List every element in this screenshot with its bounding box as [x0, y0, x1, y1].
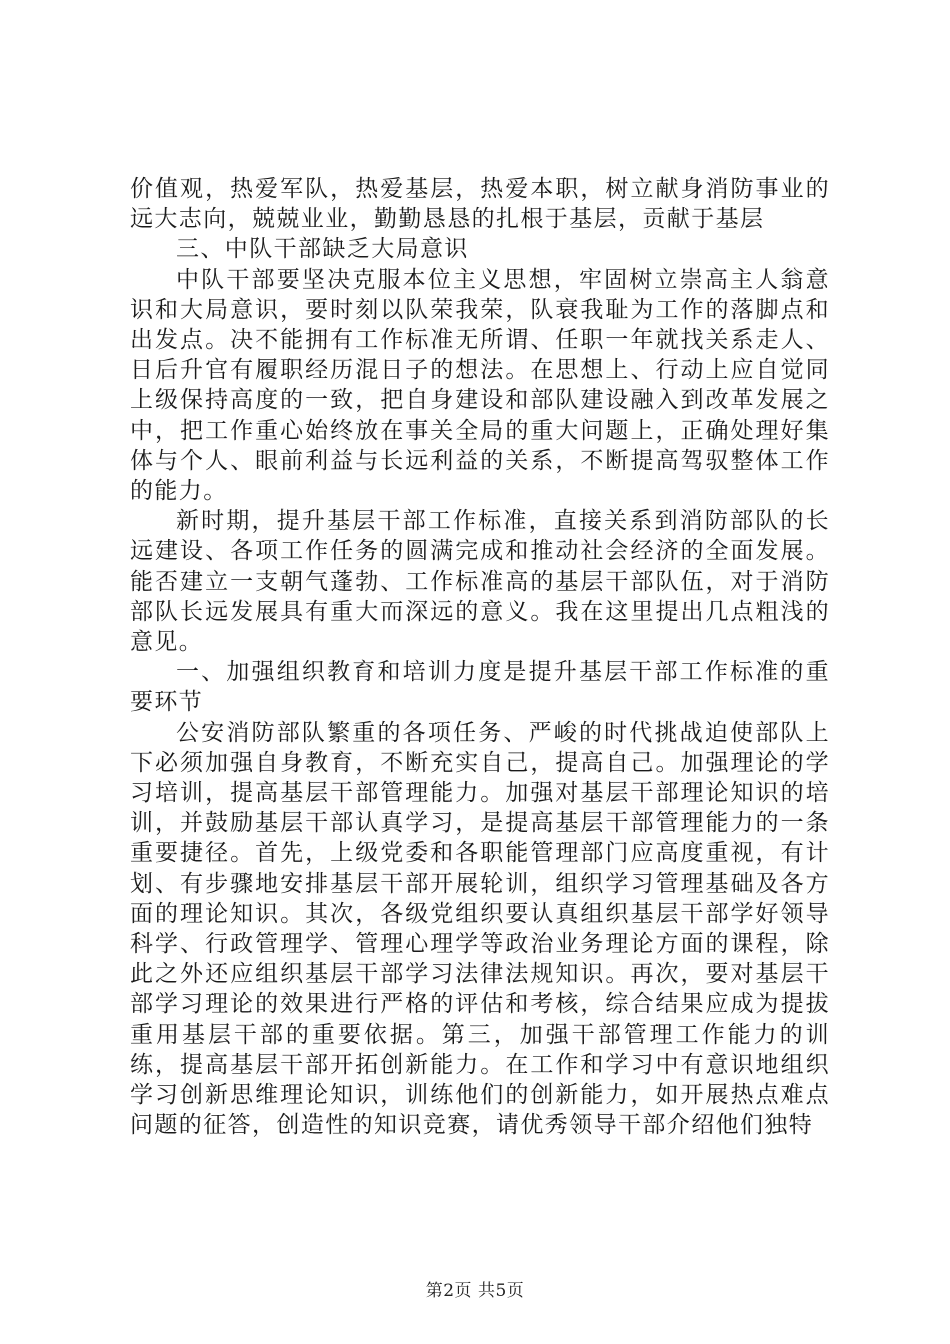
document-body: [130, 174, 830, 1141]
page-footer: 第2页 共5页: [425, 1281, 525, 1301]
section-heading-3: 三、中队干部缺乏大局意识: [176, 236, 469, 263]
paragraph-2: 中队干部要坚决克服本位主义思想，牢固树立崇高主人翁意识和大局意识，要时刻以队荣我荣，队衰我耻为工作的落脚点和出发点。决不能拥有工作标准无所谓、任职一年就找关系走人、日后升官有履职经历混日子的想法。在思想上、行动上应自觉同上级保持高度的一致，把自身建设和部队建设融入到改革发展之中，把工作重心始终放在事关全局的重大问题上，正确处理好集体与个人、眼前利益与长远利益的关系，不断提高驾驭整体工作的能力。: [130, 266, 830, 505]
paragraph-1: 价值观，热爱军队，热爱基层，热爱本职，树立献身消防事业的远大志向，兢兢业业，勤勤恳恳的扎根于基层，贡献于基层: [130, 176, 830, 233]
section-heading-1: 一、加强组织教育和培训力度是提升基层干部工作标准的重要环节: [130, 659, 830, 716]
paragraph-4: 公安消防部队繁重的各项任务、严峻的时代挑战迫使部队上下必须加强自身教育，不断充实自己，提高自己。加强理论的学习培训，提高基层干部管理能力。加强对基层干部理论知识的培训，并鼓励基层干部认真学习，是提高基层干部管理能力的一条重要捷径。首先，上级党委和各职能管理部门应高度重视，有计划、有步骤地安排基层干部开展轮训，组织学习管理基础及各方面的理论知识。其次，各级党组织要认真组织基层干部学好领导科学、行政管理学、管理心理学等政治业务理论方面的课程，除此之外还应组织基层干部学习法律法规知识。再次，要对基层干部学习理论的效果进行严格的评估和考核，综合结果应成为提拔重用基层干部的重要依据。第三，加强干部管理工作能力的训练，提高基层干部开拓创新能力。在工作和学习中有意识地组织学习创新思维理论知识，训练他们的创新能力，如开展热点难点问题的征答，创造性的知识竞赛，请优秀领导干部介绍他们独特: [130, 719, 830, 1139]
paragraph-3: 新时期，提升基层干部工作标准，直接关系到消防部队的长远建设、各项工作任务的圆满完成和推动社会经济的全面发展。能否建立一支朝气蓬勃、工作标准高的基层干部队伍，对于消防部队长远发展具有重大而深远的意义。我在这里提出几点粗浅的意见。: [130, 508, 830, 656]
